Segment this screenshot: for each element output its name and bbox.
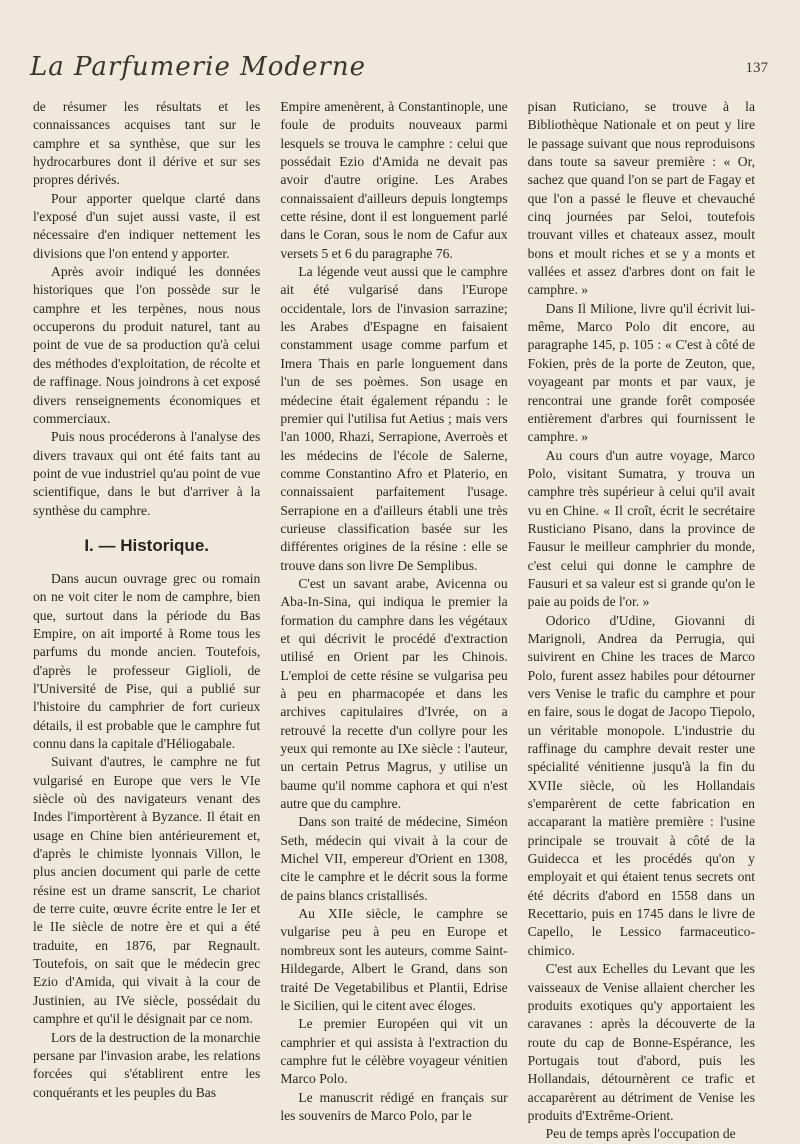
article-body — [33, 98, 755, 1142]
column-1 — [33, 98, 261, 1100]
paragraph: Au cours d'un autre voyage, Marco Polo, visitant Sumatra, y trouva un camphre très supérieur à celui qu'il avait vu en Chine. « Il croît, écrit le secrétaire Rusticiano Pisano, dans la province de Fausur le meilleur camphrier du monde, c'est celui qui donne le camphre de Fausuri et sa valeur est si grande qu'on le paie au poids de l'or. » — [527, 447, 755, 610]
paragraph: pisan Ruticiano, se trouve à la Bibliothèque Nationale et on peut y lire le passage suivant que nous reproduisons dans toute sa saveur première : « Or, sachez que quand l'on se part de Fagay et que l'on a passé le fleuve et chevauché cinq journées par Seloi, toutefois trouvant villes et chateaux assez, moult bons et moult riches et se y a monts et vallées et assez d'arbres dont on fait le camphre. » — [527, 99, 755, 298]
page-number: 137 — [745, 60, 768, 76]
paragraph: Peu de temps après l'occupation de — [545, 1126, 736, 1142]
paragraph: Pour apporter quelque clarté dans l'exposé d'un sujet aussi vaste, il est nécessaire d'en indiquer nettement les divisions que l'on entend y apporter. — [33, 190, 261, 261]
paragraph: Le premier Européen qui vit un camphrier et qui assista à l'extraction du camphre fut le célèbre voyageur vénitien Marco Polo. — [280, 1016, 508, 1087]
section-heading: I. — Historique. — [84, 535, 209, 555]
paragraph: Puis nous procéderons à l'analyse des divers travaux qui ont été faits tant au point de vue industriel qu'au point de vue scientifique, dans le but d'arriver à la synthèse du camphre. — [33, 429, 261, 518]
page-header — [30, 52, 768, 92]
paragraph: Suivant d'autres, le camphre ne fut vulgarisé en Europe que vers le VIe siècle où des navigateurs venant des Indes l'importèrent à Byzance. Il était en usage en Chine bien antérieurement et, d'après le chimiste lyonnais Villon, le plus ancien document qui parle de cette résine est un drame sanscrit, Le chariot de terre cuite, œuvre écrite entre le Ier et le IIe siècle de notre ère et qui a été traduite, en 1876, par Regnault. Toutefois, on sait que le médecin grec Ezio d'Amida, qui vivait à la cour de Justinien, au IVe siècle, possédait du camphre et qu'il le désignait par ce nom. — [33, 754, 261, 1027]
paragraph: Dans Il Milione, livre qu'il écrivit lui-même, Marco Polo dit encore, au paragraphe 145, p. 105 : « C'est à côté de Fokien, près de la porte de Zeuton, que, voyageant par monts et par vaux, je rencontrai une grande forêt composée entièrement d'arbres qui fournissent le camphre. » — [527, 300, 755, 445]
paragraph: Le manuscrit rédigé en français sur les souvenirs de Marco Polo, par le — [280, 1089, 508, 1123]
paragraph: Dans aucun ouvrage grec ou romain on ne voit citer le nom de camphre, bien que, surtout dans la période du Bas Empire, on ait importé à Rome tous les parfums du monde ancien. Toutefois, d'après le professeur Giglioli, de l'Université de Pise, qui a publié sur l'histoire du camphrier de fort curieux détails, il est probable que le camphre fut connu dans la capitale d'Héliogabale. — [33, 570, 261, 751]
paragraph: Après avoir indiqué les données historiques que l'on possède sur le camphre et les terpènes, nous nous occuperons du produit naturel, tant au point de vue de sa production qu'à celui des méthodes d'exploitation, de récolte et de raffinage. Nous joindrons à cet exposé divers renseignements économiques et commerciaux. — [33, 264, 261, 426]
paragraph: C'est un savant arabe, Avicenna ou Aba-In-Sina, qui indiqua le premier la formation du camphre dans les végétaux et qui décrivit le procédé d'extraction utilisé en Orient par les Chinois. L'emploi de cette résine se vulgarisa peu à peu en pharmacopée et dans les archives capitulaires d'Ivrée, on a retrouvé la recette d'un collyre pour les yeux qui remonte au IXe siècle : l'auteur, un certain Petrus Magrus, y utilise un baume qu'il nomme caphora et qui n'est autre que du camphre. — [280, 575, 508, 812]
paragraph: Odorico d'Udine, Giovanni di Marignoli, Andrea da Perrugia, qui suivirent en Chine les traces de Marco Polo, furent assez habiles pour détourner vers Venise le trafic du camphre et pour en faire, sous le dogat de Jacopo Tiepolo, un véritable monopole. L'industrie du raffinage du camphre devait rester une spécialité vénitienne jusqu'à la fin du XVIIe siècle, où les Hollandais s'emparèrent de cette fabrication en accaparant la matière première : l'usine principale se trouvait à côté de la Guidecca et les procédés qu'on y employait et qui étaient tenus secrets ont été décrits d'abord en 1558 dans un Recettario, puis en 1745 dans le livre de Capello, le Lessico farmaceutico-chimico. — [527, 612, 755, 958]
paragraph: Lors de la destruction de la monarchie persane par l'invasion arabe, les relations forcées qui s'établirent entre les conquérants et les peuples du Bas — [33, 1029, 261, 1100]
paragraph: de résumer les résultats et les connaissances acquises tant sur le camphre et sa synthèse, que sur les hydrocarbures dont il dérive et sur ses propres dérivés. — [33, 99, 261, 188]
paragraph: Empire amenèrent, à Constantinople, une foule de produits nouveaux parmi lesquels se trouva le camphre : celui que possédait Ezio d'Amida ne devait pas avoir d'autre origine. Les Arabes connaissaient d'ailleurs depuis longtemps cette résine, dont il est longuement parlé dans le Coran, sous le nom de Cafur aux versets 5 et 6 du paragraphe 76. — [280, 99, 508, 261]
paragraph: Dans son traité de médecine, Siméon Seth, médecin qui vivait à la cour de Michel VII, empereur d'Orient en 1308, cite le camphre et le décrit sous la forme de pains blancs cristallisés. — [280, 814, 508, 903]
paragraph: Au XIIe siècle, le camphre se vulgarise peu à peu en Europe et nombreux sont les auteurs, comme Saint-Hildegarde, Albert le Grand, dans son traité De Vegetabilibus et Plantii, Edrise le Sicilien, qui le citent avec éloges. — [280, 906, 508, 1013]
journal-title: La Parfumerie Moderne — [30, 52, 366, 82]
column-2 — [280, 98, 508, 1123]
column-3 — [527, 98, 755, 1142]
paragraph: C'est aux Echelles du Levant que les vaisseaux de Venise allaient chercher les produits exotiques qu'y apportaient les caravanes : après la découverte de la route du cap de Bonne-Espérance, les Portugais tout d'abord, puis les Hollandais, détournèrent ce trafic et accaparèrent au détriment de Venise les produits d'Extrême-Orient. — [527, 961, 755, 1123]
paragraph: La légende veut aussi que le camphre ait été vulgarisé dans l'Europe occidentale, lors de l'invasion sarrazine; les Arabes d'Espagne en faisaient constamment usage comme parfum et Imera Thais en parle longuement dans l'un de ses poèmes. Son usage en médecine était également répandu : le premier qui l'utilisa fut Aetius ; mais vers l'an 1000, Rhazi, Serrapione, Averroès et les médecins de l'école de Salerne, comme Constantino Afro et Platerio, en connaissaient parfaitement l'usage. Serrapione en a d'ailleurs établi une très curieuse classification basée sur les différentes origines de la résine : elle se trouve dans son livre De Semplibus. — [280, 264, 508, 573]
